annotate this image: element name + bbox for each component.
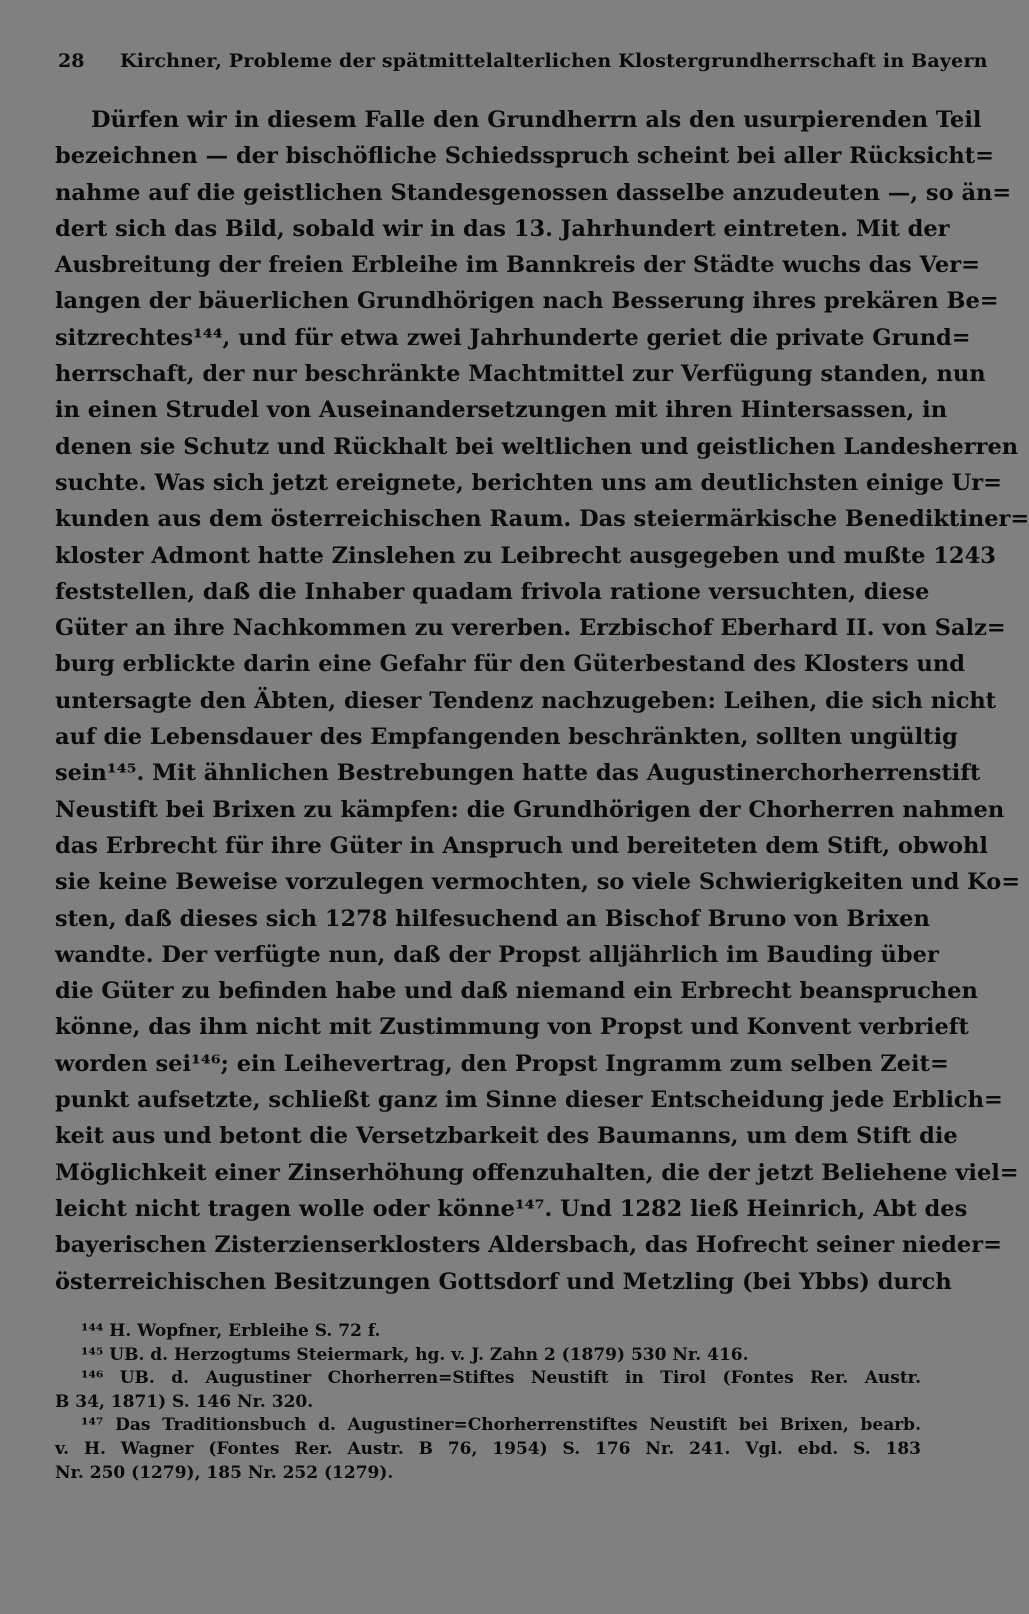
text-line: nahme auf die geistlichen Standesgenossen dasselbe anzudeuten —, so än=	[55, 179, 1012, 206]
footnote-line: ¹⁴⁴ H. Wopfner, Erbleihe S. 72 f.	[81, 1321, 381, 1341]
text-line: punkt aufsetzte, schließt ganz im Sinne dieser Entscheidung jede Erblich=	[55, 1087, 1003, 1114]
text-line: feststellen, daß die Inhaber quadam frivola ratione versuchten, diese	[55, 578, 930, 605]
text-line: Güter an ihre Nachkommen zu vererben. Erzbischof Eberhard II. von Salz=	[55, 615, 1006, 642]
text-line: denen sie Schutz und Rückhalt bei weltlichen und geistlichen Landesherren	[55, 433, 1019, 460]
text-line: sitzrechtes¹⁴⁴, und für etwa zwei Jahrhunderte geriet die private Grund=	[55, 324, 971, 351]
text-line: burg erblickte darin eine Gefahr für den Güterbestand des Klosters und	[55, 651, 965, 678]
text-line: dert sich das Bild, sobald wir in das 13. Jahrhundert eintreten. Mit der	[55, 215, 950, 242]
text-line: sten, daß dieses sich 1278 hilfesuchend an Bischof Bruno von Brixen	[55, 905, 930, 932]
footnote-line: Nr. 250 (1279), 185 Nr. 252 (1279).	[55, 1462, 394, 1483]
text-line: in einen Strudel von Auseinandersetzungen mit ihren Hintersassen, in	[55, 397, 948, 424]
text-line: herrschaft, der nur beschränkte Machtmittel zur Verfügung standen, nun	[55, 361, 986, 388]
text-line: kloster Admont hatte Zinslehen zu Leibrecht ausgegeben und mußte 1243	[55, 542, 996, 569]
footnote-line: v. H. Wagner (Fontes Rer. Austr. B 76, 1954) S. 176 Nr. 241. Vgl. ebd. S. 183	[55, 1438, 921, 1459]
footnote-line: ¹⁴⁷ Das Traditionsbuch d. Augustiner=Chorherrenstiftes Neustift bei Brixen, bearb.	[81, 1415, 921, 1436]
text-line: worden sei¹⁴⁶; ein Leihevertrag, den Propst Ingramm zum selben Zeit=	[55, 1050, 949, 1077]
text-line: suchte. Was sich jetzt ereignete, berichten uns am deutlichsten einige Ur=	[55, 469, 1002, 496]
running-title: Kirchner, Probleme der spätmittelalterlichen Klostergrundherrschaft in Bayern	[120, 50, 988, 72]
text-line: die Güter zu befinden habe und daß niemand ein Erbrecht beanspruchen	[55, 978, 978, 1005]
text-line: leicht nicht tragen wolle oder könne¹⁴⁷. Und 1282 ließ Heinrich, Abt des	[55, 1195, 968, 1222]
text-line: untersagte den Äbten, dieser Tendenz nachzugeben: Leihen, die sich nicht	[55, 687, 997, 714]
main-text	[55, 102, 1029, 1300]
page-number: 28	[58, 50, 85, 72]
text-line: bayerischen Zisterzienserklosters Aldersbach, das Hofrecht seiner nieder=	[55, 1232, 1002, 1259]
text-line: das Erbrecht für ihre Güter in Anspruch und bereiteten dem Stift, obwohl	[55, 832, 988, 859]
text-line: sein¹⁴⁵. Mit ähnlichen Bestrebungen hatte das Augustinerchorherrenstift	[55, 760, 981, 787]
text-line: wandte. Der verfügte nun, daß der Propst alljährlich im Bauding über	[55, 941, 939, 968]
text-line: Möglichkeit einer Zinserhöhung offenzuhalten, die der jetzt Beliehene viel=	[55, 1159, 1019, 1186]
text-line: kunden aus dem österreichischen Raum. Das steiermärkische Benediktiner=	[55, 506, 1029, 533]
footnote-line: B 34, 1871) S. 146 Nr. 320.	[55, 1391, 314, 1412]
text-line: bezeichnen — der bischöfliche Schiedsspruch scheint bei aller Rücksicht=	[55, 143, 995, 170]
text-line: keit aus und betont die Versetzbarkeit des Baumanns, um dem Stift die	[55, 1123, 958, 1150]
text-line: Dürfen wir in diesem Falle den Grundherrn als den usurpierenden Teil	[91, 107, 982, 133]
text-line: langen der bäuerlichen Grundhörigen nach Besserung ihres prekären Be=	[55, 288, 999, 315]
footnote-line: ¹⁴⁶ UB. d. Augustiner Chorherren=Stiftes Neustift in Tirol (Fontes Rer. Austr.	[81, 1368, 921, 1389]
text-line: auf die Lebensdauer des Empfangenden beschränkten, sollten ungültig	[55, 724, 958, 751]
text-line: Neustift bei Brixen zu kämpfen: die Grundhörigen der Chorherren nahmen	[55, 796, 1005, 823]
text-line: österreichischen Besitzungen Gottsdorf und Metzling (bei Ybbs) durch	[55, 1268, 952, 1295]
running-head	[58, 44, 988, 78]
text-line: könne, das ihm nicht mit Zustimmung von Propst und Konvent verbrieft	[55, 1014, 969, 1041]
footnotes	[55, 1320, 921, 1485]
text-line: sie keine Beweise vorzulegen vermochten, so viele Schwierigkeiten und Ko=	[55, 869, 1021, 896]
footnote-line: ¹⁴⁵ UB. d. Herzogtums Steiermark, hg. v. J. Zahn 2 (1879) 530 Nr. 416.	[81, 1344, 749, 1365]
text-line: Ausbreitung der freien Erbleihe im Bannkreis der Städte wuchs das Ver=	[55, 252, 980, 279]
